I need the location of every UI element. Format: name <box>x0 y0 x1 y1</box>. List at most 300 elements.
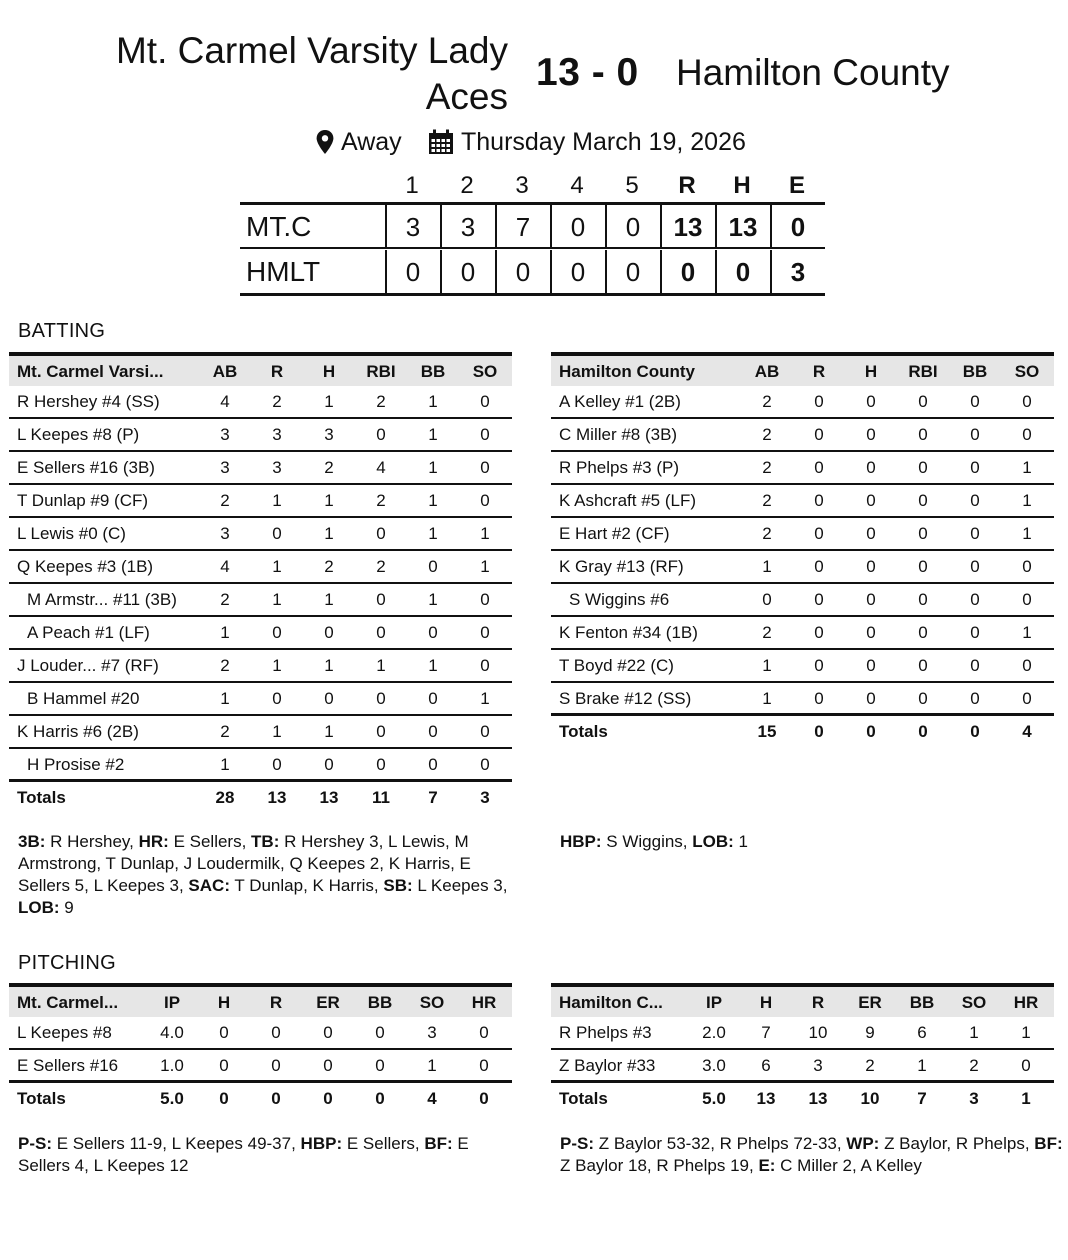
totals-label: Totals <box>17 1089 66 1108</box>
column-header: BB <box>962 362 988 381</box>
player-name: T Boyd #22 (C) <box>559 656 674 675</box>
stat-cell: 2 <box>762 524 772 543</box>
stat-cell: 9 <box>865 1023 875 1042</box>
player-name: L Keepes #8 <box>17 1023 112 1042</box>
table-row <box>551 518 1054 551</box>
table-row <box>9 518 512 551</box>
player-name: E Sellers #16 <box>17 1056 119 1075</box>
note-label: SAC: <box>188 876 230 895</box>
note-text: E Sellers 4, L Keepes 12 <box>18 1134 469 1175</box>
note-text: E Sellers, <box>168 832 252 851</box>
pitching-section-title: PITCHING <box>18 952 116 974</box>
column-header: HR <box>1013 993 1039 1012</box>
stat-cell: 2 <box>762 425 772 444</box>
stat-cell: 0 <box>970 623 980 642</box>
totals-label: Totals <box>17 788 66 807</box>
stat-cell: 2 <box>220 722 230 741</box>
table-row <box>9 749 512 782</box>
away-team-name: Hamilton County <box>676 52 950 93</box>
column-header: R <box>269 993 283 1012</box>
stat-cell: 13 <box>756 1089 776 1108</box>
note-label: LOB: <box>692 832 734 851</box>
stat-cell: 0 <box>479 1089 489 1108</box>
stat-cell: 0 <box>323 1089 333 1108</box>
stat-cell: 0 <box>814 491 824 510</box>
table-row <box>551 485 1054 518</box>
stat-cell: 2 <box>865 1056 875 1075</box>
stat-cell: 1 <box>272 557 282 576</box>
stat-cell: 2 <box>762 392 772 411</box>
stat-cell: 0 <box>814 623 824 642</box>
batting-notes-away <box>560 831 1065 853</box>
stat-cell: 4 <box>1022 722 1032 741</box>
stat-cell: 0 <box>970 656 980 675</box>
column-header: ER <box>316 993 340 1012</box>
stat-cell: 0 <box>376 689 386 708</box>
column-header-name: Hamilton C... <box>559 993 663 1012</box>
column-header: R <box>270 362 284 381</box>
note-label: HR: <box>138 832 169 851</box>
note-text: L Keepes 3, <box>412 876 508 895</box>
stat-cell: 0 <box>480 458 490 477</box>
table-row <box>551 650 1054 683</box>
stat-cell: 0 <box>480 491 490 510</box>
note-text: R Hershey, <box>45 832 139 851</box>
note-label: HBP: <box>300 1134 343 1153</box>
stat-cell: 1 <box>376 656 386 675</box>
line-score-cell: 0 <box>440 250 494 294</box>
stat-cell: 0 <box>428 557 438 576</box>
note-text: E Sellers 11-9, L Keepes 49-37, <box>52 1134 301 1153</box>
stat-cell: 1 <box>272 491 282 510</box>
stat-cell: 1 <box>969 1023 979 1042</box>
calendar-icon <box>428 129 454 155</box>
stat-cell: 1 <box>1022 623 1032 642</box>
totals-row <box>551 716 1054 749</box>
inning-5-header: 5 <box>625 172 639 199</box>
stat-cell: 1 <box>324 392 334 411</box>
stat-cell: 0 <box>814 722 824 741</box>
stat-cell: 1 <box>480 557 490 576</box>
stat-cell: 1 <box>324 590 334 609</box>
stat-cell: 0 <box>1022 392 1032 411</box>
stat-cell: 5.0 <box>702 1089 726 1108</box>
column-header: R <box>811 993 825 1012</box>
stat-cell: 0 <box>479 1056 489 1075</box>
stat-cell: 13 <box>808 1089 828 1108</box>
line-score-grid <box>240 202 825 296</box>
stat-cell: 0 <box>918 392 928 411</box>
stat-cell: 7 <box>917 1089 927 1108</box>
stat-cell: 0 <box>271 1089 281 1108</box>
stat-cell: 1 <box>324 491 334 510</box>
totals-row <box>9 782 512 815</box>
player-name: A Kelley #1 (2B) <box>559 392 681 411</box>
table-row <box>551 1017 1054 1050</box>
stat-cell: 1 <box>762 557 772 576</box>
stat-cell: 0 <box>428 722 438 741</box>
line-score-hits: 13 <box>715 205 769 249</box>
stat-cell: 0 <box>918 623 928 642</box>
stat-cell: 0 <box>866 524 876 543</box>
stat-cell: 0 <box>866 557 876 576</box>
line-score-row-home <box>240 205 825 249</box>
stat-cell: 3 <box>272 425 282 444</box>
stat-cell: 2 <box>272 392 282 411</box>
stat-cell: 28 <box>215 788 235 807</box>
stat-cell: 1 <box>324 656 334 675</box>
stat-cell: 1 <box>428 491 438 510</box>
stat-cell: 3 <box>480 788 490 807</box>
stat-cell: 0 <box>866 425 876 444</box>
table-row <box>9 551 512 584</box>
column-header: ER <box>858 993 882 1012</box>
stat-cell: 0 <box>814 458 824 477</box>
column-header: AB <box>754 362 780 381</box>
table-header-row <box>551 983 1054 1017</box>
line-score-errors: 3 <box>770 250 824 294</box>
stat-cell: 0 <box>1022 557 1032 576</box>
stat-cell: 0 <box>918 491 928 510</box>
table-row <box>551 386 1054 419</box>
stat-cell: 2 <box>324 458 334 477</box>
stat-cell: 0 <box>814 656 824 675</box>
stat-cell: 0 <box>918 722 928 741</box>
stat-cell: 4 <box>220 392 230 411</box>
stat-cell: 0 <box>866 722 876 741</box>
table-header-row <box>551 352 1054 386</box>
note-label: E: <box>758 1156 776 1175</box>
stat-cell: 0 <box>480 392 490 411</box>
stat-cell: 0 <box>1022 425 1032 444</box>
stat-cell: 1 <box>428 590 438 609</box>
line-score-team: HMLT <box>246 256 321 287</box>
line-score-cell: 3 <box>440 205 494 249</box>
player-name: R Phelps #3 (P) <box>559 458 679 477</box>
stat-cell: 0 <box>970 425 980 444</box>
stat-cell: 0 <box>970 557 980 576</box>
stat-cell: 1 <box>428 425 438 444</box>
stat-cell: 0 <box>479 1023 489 1042</box>
table-row <box>9 386 512 419</box>
table-row <box>9 617 512 650</box>
player-name: M Armstr... #11 (3B) <box>27 590 177 609</box>
stat-cell: 1 <box>480 524 490 543</box>
stat-cell: 2 <box>220 656 230 675</box>
line-score-cell: 0 <box>495 250 549 294</box>
stat-cell: 1 <box>272 656 282 675</box>
totals-row <box>551 1083 1054 1116</box>
note-text: C Miller 2, A Kelley <box>775 1156 922 1175</box>
stat-cell: 2 <box>376 557 386 576</box>
stat-cell: 0 <box>970 392 980 411</box>
stat-cell: 0 <box>324 755 334 774</box>
stat-cell: 0 <box>918 590 928 609</box>
table-row <box>9 1050 512 1083</box>
table-row <box>9 485 512 518</box>
game-header <box>0 24 1068 124</box>
player-name: E Sellers #16 (3B) <box>17 458 155 477</box>
inning-1-header: 1 <box>405 172 419 199</box>
totals-label: Totals <box>559 722 608 741</box>
stat-cell: 0 <box>814 425 824 444</box>
stat-cell: 13 <box>319 788 339 807</box>
table-row <box>9 683 512 716</box>
stat-cell: 0 <box>866 392 876 411</box>
inning-4-header: 4 <box>570 172 584 199</box>
column-header: SO <box>961 993 987 1012</box>
note-text: R Hershey 3, L Lewis, M Armstrong, T Dunlap, J Loudermilk, Q Keepes 2, K Harris, E Sellers 5, L Keepes 3, <box>18 832 471 895</box>
column-header: H <box>864 362 878 381</box>
stat-cell: 3 <box>220 524 230 543</box>
note-label: P-S: <box>560 1134 594 1153</box>
stat-cell: 0 <box>480 656 490 675</box>
stat-cell: 1 <box>1022 458 1032 477</box>
stat-cell: 7 <box>428 788 438 807</box>
note-text: Z Baylor 53-32, R Phelps 72-33, <box>594 1134 847 1153</box>
stat-cell: 10 <box>808 1023 828 1042</box>
table-header-row <box>9 983 512 1017</box>
home-team-name: Mt. Carmel Varsity Lady Aces <box>115 30 508 117</box>
stat-cell: 0 <box>762 590 772 609</box>
player-name: Z Baylor #33 <box>559 1056 656 1075</box>
stat-cell: 5.0 <box>160 1089 184 1108</box>
stat-cell: 0 <box>376 524 386 543</box>
table-row <box>551 1050 1054 1083</box>
player-name: Q Keepes #3 (1B) <box>17 557 154 576</box>
stat-cell: 0 <box>323 1056 333 1075</box>
column-header: SO <box>472 362 498 381</box>
stat-cell: 0 <box>918 557 928 576</box>
stat-cell: 3 <box>272 458 282 477</box>
stat-cell: 0 <box>866 623 876 642</box>
stat-cell: 1 <box>1021 1089 1031 1108</box>
player-name: S Brake #12 (SS) <box>559 689 692 708</box>
stat-cell: 1 <box>428 458 438 477</box>
stat-cell: 0 <box>918 656 928 675</box>
column-header: IP <box>163 993 181 1012</box>
note-text: Z Baylor, R Phelps, <box>879 1134 1035 1153</box>
table-row <box>551 683 1054 716</box>
stat-cell: 0 <box>271 1056 281 1075</box>
column-header: BB <box>367 993 393 1012</box>
stat-cell: 0 <box>271 1023 281 1042</box>
column-header: H <box>217 993 231 1012</box>
stat-cell: 0 <box>376 755 386 774</box>
player-name: H Prosise #2 <box>27 755 125 774</box>
player-name: R Hershey #4 (SS) <box>17 392 160 411</box>
stat-cell: 10 <box>860 1089 880 1108</box>
stat-cell: 1 <box>428 524 438 543</box>
stat-cell: 3 <box>220 458 230 477</box>
stat-cell: 2 <box>762 623 772 642</box>
note-label: TB: <box>251 832 280 851</box>
game-date: Thursday March 19, 2026 <box>461 128 746 156</box>
player-name: L Keepes #8 (P) <box>17 425 140 444</box>
stat-cell: 0 <box>1022 656 1032 675</box>
stat-cell: 0 <box>480 755 490 774</box>
line-score-team: MT.C <box>246 211 312 242</box>
column-header-name: Mt. Carmel... <box>17 993 119 1012</box>
stat-cell: 1 <box>220 623 230 642</box>
stat-cell: 1 <box>220 689 230 708</box>
table-row <box>9 452 512 485</box>
stat-cell: 13 <box>267 788 287 807</box>
player-name: E Hart #2 (CF) <box>559 524 670 543</box>
stat-cell: 0 <box>480 425 490 444</box>
stat-cell: 1 <box>428 392 438 411</box>
table-row <box>551 617 1054 650</box>
stat-cell: 1 <box>917 1056 927 1075</box>
stat-cell: 0 <box>918 524 928 543</box>
stat-cell: 0 <box>814 524 824 543</box>
stat-cell: 0 <box>375 1056 385 1075</box>
stat-cell: 0 <box>480 623 490 642</box>
batting-section-title: BATTING <box>18 320 106 342</box>
stat-cell: 0 <box>814 392 824 411</box>
location-pin-icon <box>316 130 334 154</box>
stat-cell: 1 <box>762 656 772 675</box>
table-row <box>9 650 512 683</box>
stat-cell: 3.0 <box>702 1056 726 1075</box>
stat-cell: 0 <box>1022 590 1032 609</box>
game-meta <box>0 124 1068 160</box>
column-header: H <box>322 362 336 381</box>
line-score-cell: 0 <box>605 250 659 294</box>
stat-cell: 0 <box>918 458 928 477</box>
stat-cell: 1 <box>324 524 334 543</box>
pitching-notes-home <box>18 1133 523 1177</box>
player-name: C Miller #8 (3B) <box>559 425 678 444</box>
stat-cell: 1 <box>480 689 490 708</box>
stat-cell: 0 <box>219 1089 229 1108</box>
stat-cell: 1 <box>220 755 230 774</box>
stat-cell: 0 <box>814 689 824 708</box>
stat-cell: 0 <box>970 689 980 708</box>
line-score-row-away <box>240 250 825 294</box>
stat-cell: 1 <box>1022 491 1032 510</box>
stat-cell: 2 <box>969 1056 979 1075</box>
totals-label: Totals <box>559 1089 608 1108</box>
stat-cell: 0 <box>428 689 438 708</box>
stat-cell: 0 <box>272 524 282 543</box>
note-text: Z Baylor 18, R Phelps 19, <box>560 1156 759 1175</box>
stat-cell: 0 <box>970 491 980 510</box>
stat-cell: 0 <box>918 425 928 444</box>
note-label: HBP: <box>560 832 602 851</box>
stat-cell: 1.0 <box>160 1056 184 1075</box>
inning-3-header: 3 <box>515 172 529 199</box>
player-name: T Dunlap #9 (CF) <box>17 491 149 510</box>
stat-cell: 11 <box>372 788 390 807</box>
stat-cell: 0 <box>1022 689 1032 708</box>
note-label: LOB: <box>18 898 60 917</box>
stat-cell: 0 <box>376 623 386 642</box>
column-header: H <box>759 993 773 1012</box>
column-header: SO <box>1014 362 1040 381</box>
stat-cell: 4.0 <box>160 1023 184 1042</box>
player-name: A Peach #1 (LF) <box>27 623 150 642</box>
column-header: BB <box>909 993 935 1012</box>
stat-cell: 0 <box>324 623 334 642</box>
stat-cell: 1 <box>1021 1023 1031 1042</box>
stat-cell: 0 <box>219 1023 229 1042</box>
note-text: T Dunlap, K Harris, <box>229 876 384 895</box>
column-header: AB <box>212 362 238 381</box>
stat-cell: 3 <box>324 425 334 444</box>
column-header: BB <box>420 362 446 381</box>
batting-notes-home <box>18 831 523 919</box>
player-name: S Wiggins #6 <box>569 590 670 609</box>
stat-cell: 2 <box>376 392 386 411</box>
stat-cell: 4 <box>376 458 386 477</box>
column-header-name: Mt. Carmel Varsi... <box>17 362 164 381</box>
stat-cell: 1 <box>428 656 438 675</box>
player-name: K Gray #13 (RF) <box>559 557 684 576</box>
stat-cell: 15 <box>757 722 777 741</box>
stat-cell: 6 <box>761 1056 771 1075</box>
hits-header: H <box>733 172 751 199</box>
table-row <box>9 1017 512 1050</box>
stat-cell: 7 <box>761 1023 771 1042</box>
note-label: WP: <box>846 1134 880 1153</box>
stat-cell: 0 <box>918 689 928 708</box>
errors-header: E <box>788 172 805 199</box>
table-row <box>9 584 512 617</box>
stat-cell: 0 <box>324 689 334 708</box>
stat-cell: 2 <box>220 590 230 609</box>
stat-cell: 0 <box>866 656 876 675</box>
column-header: SO <box>419 993 445 1012</box>
stat-cell: 1 <box>272 590 282 609</box>
stat-cell: 0 <box>272 623 282 642</box>
table-row <box>551 584 1054 617</box>
column-header: HR <box>471 993 497 1012</box>
player-name: K Harris #6 (2B) <box>17 722 139 741</box>
stat-cell: 1 <box>762 689 772 708</box>
stat-cell: 1 <box>1022 524 1032 543</box>
inning-2-header: 2 <box>460 172 474 199</box>
note-label: P-S: <box>18 1134 52 1153</box>
table-header-row <box>9 352 512 386</box>
note-label: 3B: <box>18 832 46 851</box>
stat-cell: 0 <box>866 458 876 477</box>
stat-cell: 3 <box>427 1023 437 1042</box>
column-header: RBI <box>908 362 938 381</box>
stat-cell: 0 <box>866 590 876 609</box>
table-row <box>551 452 1054 485</box>
stat-cell: 0 <box>866 491 876 510</box>
stat-cell: 0 <box>970 722 980 741</box>
player-name: J Louder... #7 (RF) <box>17 656 159 675</box>
player-name: K Ashcraft #5 (LF) <box>559 491 696 510</box>
pitching-notes-away <box>560 1133 1065 1177</box>
note-text: S Wiggins, <box>601 832 693 851</box>
game-location: Away <box>341 128 402 156</box>
table-row <box>9 419 512 452</box>
table-row <box>551 551 1054 584</box>
line-score-cell: 0 <box>550 250 604 294</box>
stat-cell: 0 <box>272 755 282 774</box>
totals-row <box>9 1083 512 1116</box>
player-name: L Lewis #0 (C) <box>17 524 126 543</box>
column-header: R <box>812 362 826 381</box>
line-score-runs: 0 <box>660 250 714 294</box>
note-text: 9 <box>59 898 74 917</box>
stat-cell: 0 <box>970 458 980 477</box>
stat-cell: 2 <box>762 491 772 510</box>
table-row <box>551 419 1054 452</box>
